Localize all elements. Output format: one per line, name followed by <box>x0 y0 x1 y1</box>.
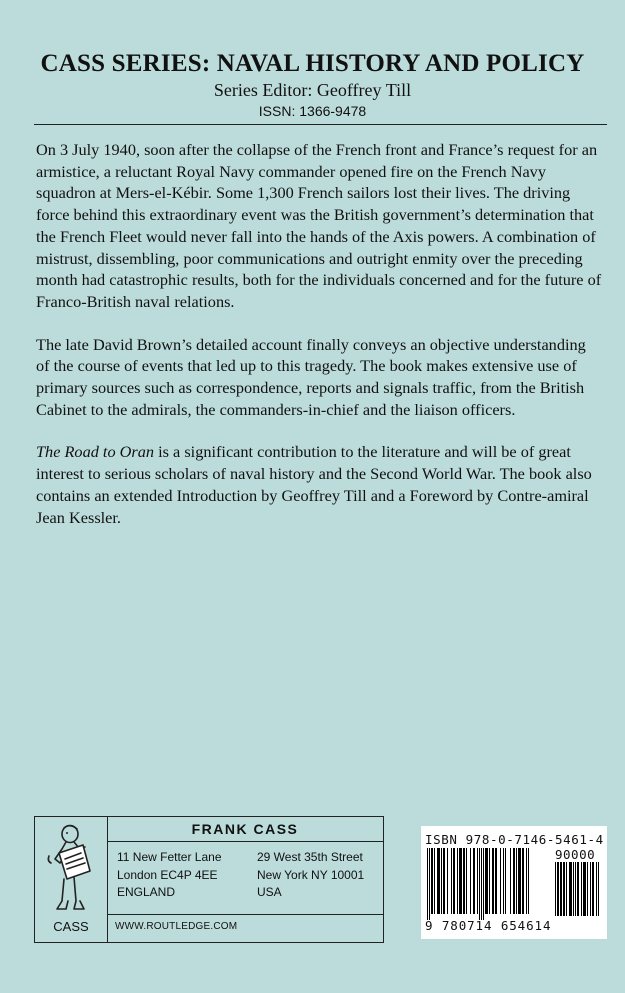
addon-digits: 90000 <box>555 847 596 862</box>
barcode-bar <box>457 848 458 914</box>
barcode-bar <box>451 848 452 914</box>
barcode-bar <box>510 848 511 914</box>
ean-barcode <box>427 848 551 922</box>
barcode-bar <box>573 862 574 916</box>
website-row <box>107 914 383 942</box>
barcode-bar <box>581 862 582 916</box>
barcode-bar <box>577 862 579 916</box>
blurb-paragraph-3-text: is a significant contribution to the literature and will be of great interest to serious scholars of naval history and the Second World War. The book also contains an extended Introduction by Geoffrey Till and a Foreword by Contre-amiral Jean Kessler. <box>36 442 592 527</box>
blurb <box>36 139 602 549</box>
barcode-bar <box>473 848 475 914</box>
barcode-bar <box>587 862 588 916</box>
barcode-bar <box>437 848 440 914</box>
barcode-bar <box>596 862 597 916</box>
barcode-bar <box>492 848 494 914</box>
barcode-bar <box>447 848 448 914</box>
address-us <box>257 849 364 902</box>
barcode-bar <box>569 862 572 916</box>
barcode-bar <box>479 848 480 920</box>
barcode-bar <box>575 862 576 916</box>
barcode-bar <box>485 848 488 914</box>
barcode-bar <box>563 862 565 916</box>
barcode-bar <box>477 848 478 914</box>
issn: ISSN: 1366-9478 <box>258 103 367 119</box>
barcode-bar <box>592 862 594 916</box>
header-rule <box>34 124 607 125</box>
barcode-bar <box>505 848 506 914</box>
barcode-bar <box>443 848 445 914</box>
barcode-bar <box>483 848 484 920</box>
publisher-name: FRANK CASS <box>107 817 383 842</box>
barcode-bar <box>516 848 517 914</box>
barcode-bar <box>427 848 428 920</box>
ean-digits: 9 780714 654614 <box>425 918 552 933</box>
barcode-bar <box>453 848 455 914</box>
addon-barcode <box>555 862 601 916</box>
barcode-bar <box>566 862 567 916</box>
address-line: 11 New Fetter Lane <box>117 850 222 864</box>
barcode-bar <box>555 862 556 916</box>
publisher-logo <box>35 817 108 942</box>
barcode-bar <box>431 848 433 914</box>
address-line: London EC4P 4EE <box>117 867 218 882</box>
barcode-bar <box>495 848 497 914</box>
barcode-bar <box>463 848 465 914</box>
logo-text: CASS <box>53 919 89 934</box>
barcode-bar <box>528 848 529 914</box>
barcode-bar <box>526 848 527 914</box>
address-line: USA <box>257 885 282 900</box>
reading-figure-icon <box>43 823 99 915</box>
barcode-bar <box>489 848 490 914</box>
series-title: CASS SERIES: NAVAL HISTORY AND POLICY <box>40 50 585 77</box>
barcode-bar <box>434 848 435 914</box>
barcode-bar <box>470 848 471 914</box>
barcode-bar <box>522 848 524 914</box>
address-uk <box>117 849 222 902</box>
barcode-bar <box>518 848 521 914</box>
website-link[interactable]: WWW.ROUTLEDGE.COM <box>115 921 238 932</box>
blurb-paragraph-2: The late David Brown’s detailed account finally conveys an objective understanding of the course of events that led up to this tragedy. The book makes extensive use of primary sources such as correspondence, reports and signals traffic, from the British Cabinet to the admirals, the commanders-in-chief and the liaison officers. <box>36 334 586 419</box>
barcode-bar <box>560 862 562 916</box>
barcode-bar <box>500 848 501 914</box>
barcode-bar <box>598 862 599 916</box>
barcode-bar <box>583 862 586 916</box>
blurb-paragraph-3 <box>36 441 602 528</box>
isbn-text: ISBN 978-0-7146-5461-4 <box>425 832 604 847</box>
barcode-bar <box>441 848 442 914</box>
blurb-paragraph-1: On 3 July 1940, soon after the collapse of the French front and France’s request for an armistice, a reluctant Royal Navy commander opened fire on the French Navy squadron at Mers-el-Kébir. Some 1,300 French sailors lost their lives. The driving force behind this extraordinary event was the British government’s determination that the French Fleet would never fall into the hands of the Axis powers. A combination of mistrust, dissembling, poor communications and outright enmity over the preceding month had catastrophic results, both for the individuals concerned and for the future of Franco-British naval relations. <box>36 140 602 311</box>
barcode-panel <box>421 826 607 939</box>
address-line: ENGLAND <box>117 885 176 900</box>
barcode-bar <box>513 848 515 914</box>
address-line: 29 West 35th Street <box>257 850 363 864</box>
barcode-bar <box>503 848 504 914</box>
barcode-bar <box>429 848 430 920</box>
barcode-bar <box>590 862 591 916</box>
series-editor: Series Editor: Geoffrey Till <box>213 80 412 100</box>
barcode-bar <box>466 848 467 914</box>
barcode-bar <box>557 862 559 916</box>
book-title: The Road to Oran <box>36 442 155 462</box>
barcode-bar <box>459 848 462 914</box>
barcode-bar <box>481 848 482 920</box>
address-line: New York NY 10001 <box>257 867 365 882</box>
publisher-box <box>34 816 384 943</box>
